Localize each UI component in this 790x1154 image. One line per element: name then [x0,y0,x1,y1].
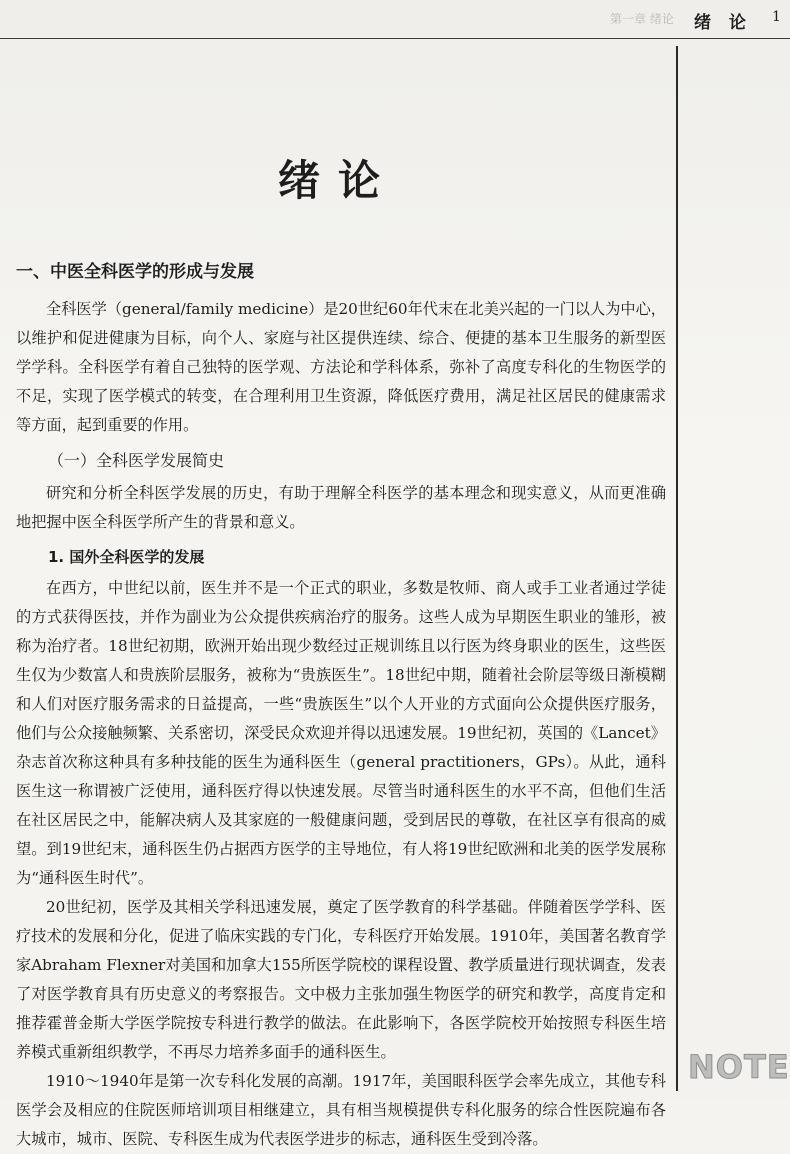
history-paragraph: 研究和分析全科医学发展的历史，有助于理解全科医学的基本理念和现实意义，从而更准确地把握中医全科医学所产生的背景和意义。 [16,484,666,531]
subsection-heading: （一）全科医学发展简史 [48,451,225,470]
note-margin-label: NOTE [688,1048,790,1086]
section-heading: 一、中医全科医学的形成与发展 [16,262,254,282]
chapter-title: 绪论 [277,156,398,205]
subsubsection-heading: 1. 国外全科医学的发展 [48,548,205,566]
intro-paragraph: 全科医学（general/family medicine）是20世纪60年代末在北美兴起的一门以人为中心，以维护和促进健康为目标，向个人、家庭与社区提供连续、综合、便捷的基本卫生服务的新型医学学科。全科医学有着自己独特的医学观、方法论和学科体系，弥补了高度专科化的生物医学的不足，实现了医学模式的转变，在合理利用卫生资源，降低医疗费用，满足社区居民的健康需求等方面，起到重要的作用。 [16,300,666,434]
body-paragraph-3: 1910～1940年是第一次专科化发展的高潮。1917年，美国眼科医学会率先成立，其他专科医学会及相应的住院医师培训项目相继建立，具有相当规模提供专科化服务的综合性医院遍布各大城市，城市、医院、专科医生成为代表医学进步的标志，通科医生受到冷落。 [16,1072,666,1148]
body-paragraph-2: 20世纪初，医学及其相关学科迅速发展，奠定了医学教育的科学基础。伴随着医学学科、医疗技术的发展和分化，促进了临床实践的专门化，专科医疗开始发展。1910年，美国著名教育学家Abraham Flexner对美国和加拿大155所医学院校的课程设置、教学质量进行现状调查，发表了对医学教育具有历史意义的考察报告。文中极力主张加强生物医学的研究和教学，高度肯定和推荐霍普金斯大学医学院按专科进行教学的做法。在此影响下，各医学院校开始按照专科医生培养模式重新组织教学，不再尽力培养多面手的通科医生。 [16,898,666,1061]
margin-rule [676,46,678,1091]
running-header [0,0,790,39]
page-number: 1 [772,9,781,25]
main-content [16,258,666,1154]
header-title: 绪 论 [694,13,752,33]
body-paragraph-1: 在西方，中世纪以前，医生并不是一个正式的职业，多数是牧师、商人或手工业者通过学徒的方式获得医技，并作为副业为公众提供疾病治疗的服务。这些人成为早期医生职业的雏形，被称为治疗者。18世纪初期，欧洲开始出现少数经过正规训练且以行医为终身职业的医生，这些医生仅为少数富人和贵族阶层服务，被称为“贵族医生”。18世纪中期，随着社会阶层等级日渐模糊和人们对医疗服务需求的日益提高，一些“贵族医生”以个人开业的方式面向公众提供医疗服务，他们与公众接触频繁、关系密切，深受民众欢迎并得以迅速发展。19世纪初，英国的《Lancet》杂志首次称这种具有多种技能的医生为通科医生（general practitioners，GPs）。从此，通科医生这一称谓被广泛使用，通科医疗得以快速发展。尽管当时通科医生的水平不高，但他们生活在社区居民之中，能解决病人及其家庭的一般健康问题，受到居民的尊敬，在社区享有很高的威望。到19世纪末，通科医生仍占据西方医学的主导地位，有人将19世纪欧洲和北美的医学发展称为“通科医生时代”。 [16,579,666,887]
header-faint-text: 第一章 绪论 [610,12,674,26]
